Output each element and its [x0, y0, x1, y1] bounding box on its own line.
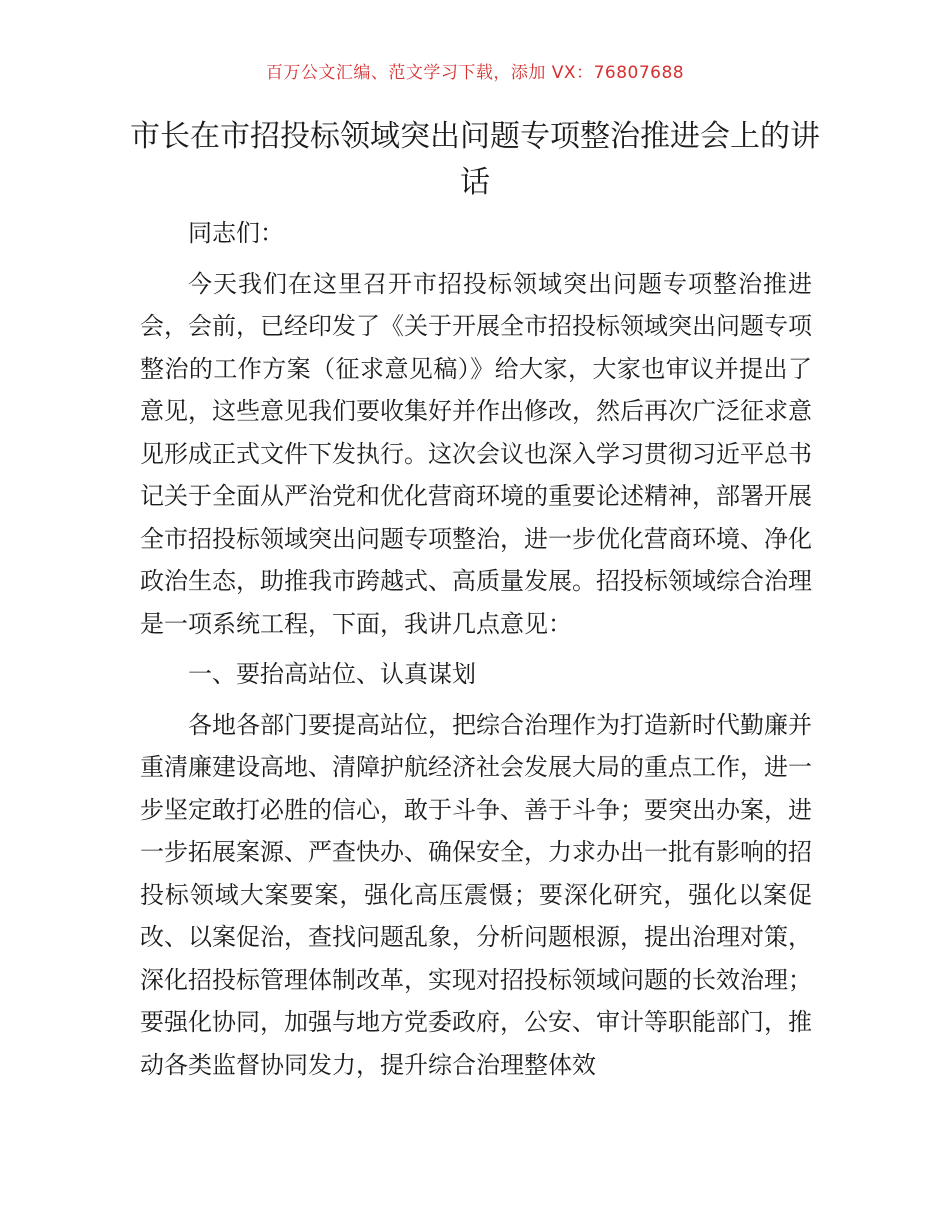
- document-body: [140, 212, 812, 1094]
- document-title: 市长在市招投标领域突出问题专项整治推进会上的讲话: [130, 119, 820, 200]
- salutation: 同志们：: [188, 219, 284, 247]
- header-watermark: 百万公文汇编、范文学习下载，添加 VX：76807688: [265, 63, 685, 83]
- section-heading-1: 一、要抬高站位、认真谋划: [188, 660, 476, 688]
- paragraph-section-1: 各地各部门要提高站位，把综合治理作为打造新时代勤廉并重清廉建设高地、清障护航经济社会发展大局的重点工作，进一步坚定敢打必胜的信心，敢于斗争、善于斗争；要突出办案，进一步拓展案源、严查快办、确保安全，力求办出一批有影响的招投标领域大案要案，强化高压震慑；要深化研究，强化以案促改、以案促治，查找问题乱象，分析问题根源，提出治理对策，深化招投标管理体制改革，实现对招投标领域问题的长效治理；要强化协同，加强与地方党委政府，公安、审计等职能部门，推动各类监督协同发力，提升综合治理整体效: [140, 710, 812, 1079]
- paragraph-intro: 今天我们在这里召开市招投标领域突出问题专项整治推进会，会前，已经印发了《关于开展全市招投标领域突出问题专项整治的工作方案（征求意见稿）》给大家，大家也审议并提出了意见，这些意见我们要收集好并作出修改，然后再次广泛征求意见形成正式文件下发执行。这次会议也深入学习贯彻习近平总书记关于全面从严治党和优化营商环境的重要论述精神，部署开展全市招投标领域突出问题专项整治，进一步优化营商环境、净化政治生态，助推我市跨越式、高质量发展。招投标领域综合治理是一项系统工程，下面，我讲几点意见：: [140, 269, 812, 638]
